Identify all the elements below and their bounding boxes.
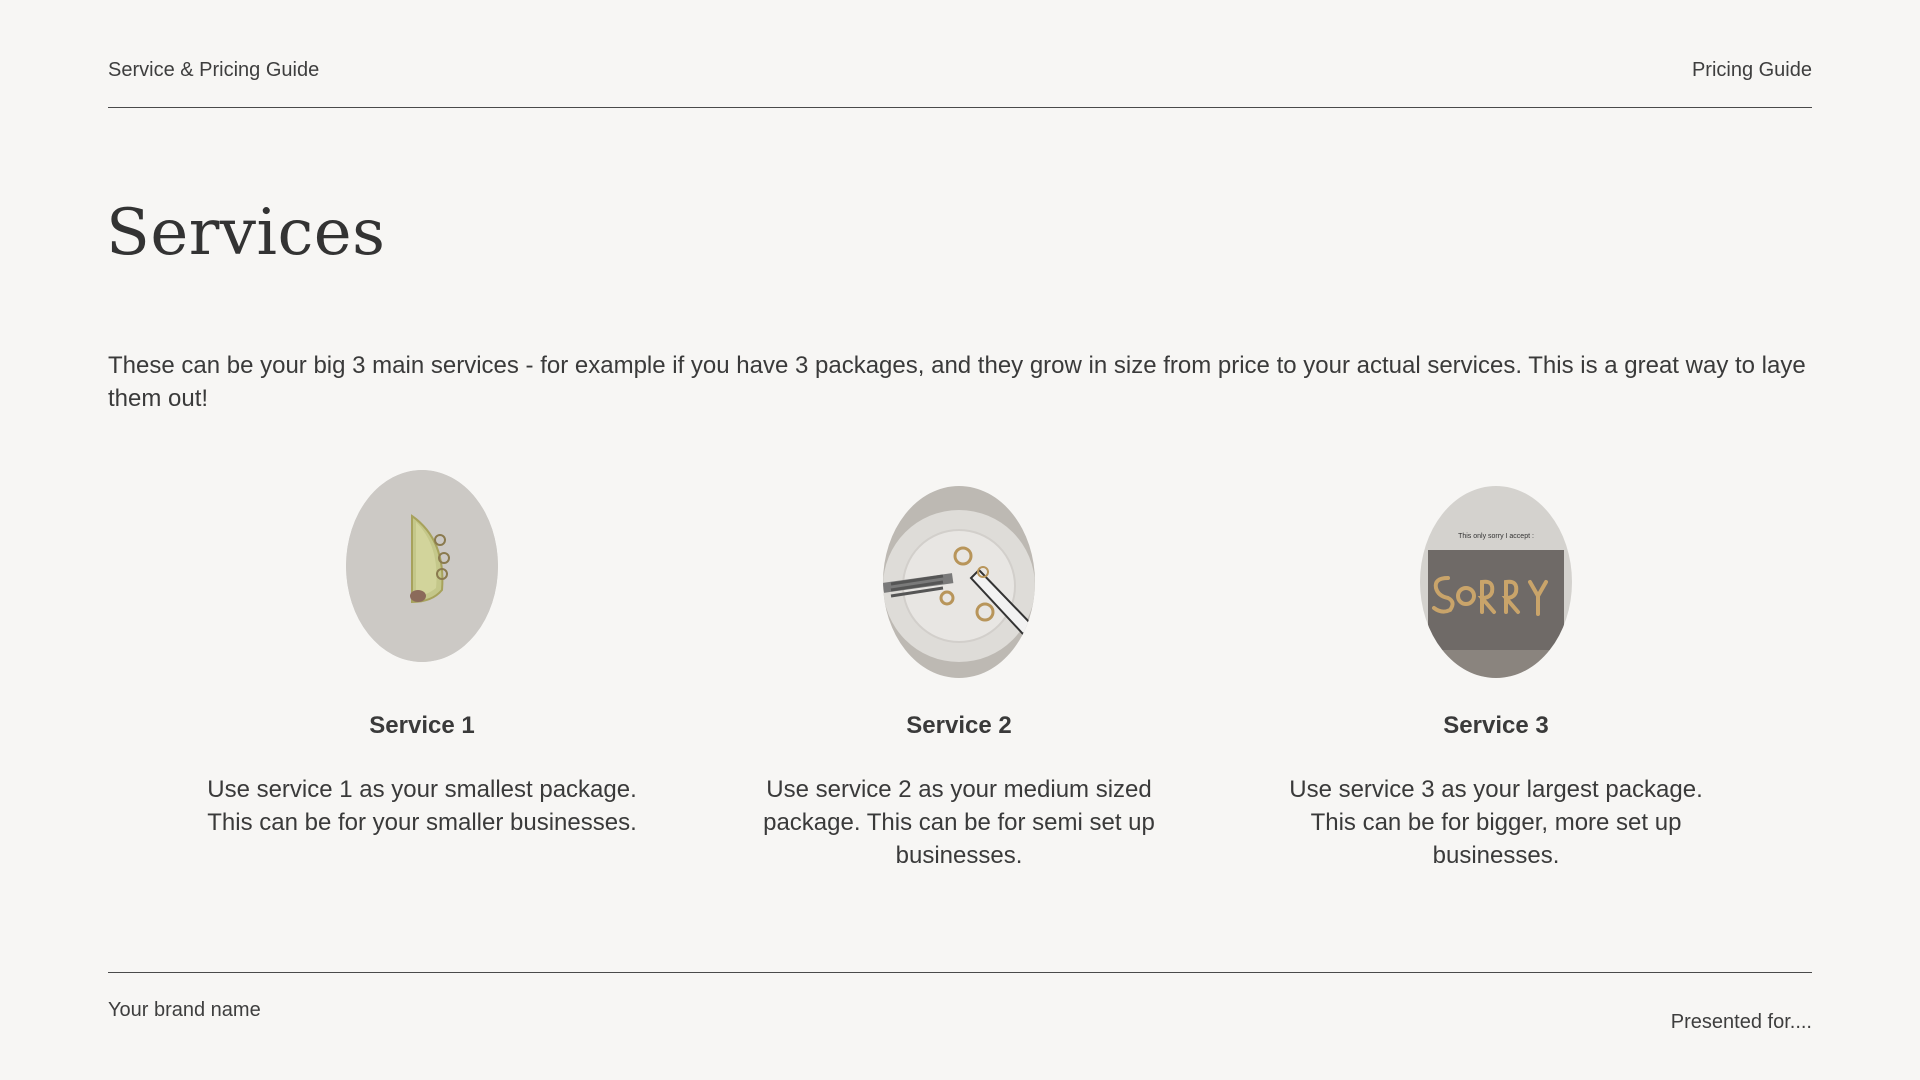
page-title: Services xyxy=(106,196,386,270)
service-name: Service 2 xyxy=(906,712,1012,739)
service-description: Use service 2 as your medium sized package. This can be for semi set up businesses. xyxy=(763,776,1155,869)
photo-caption: This only sorry I accept : xyxy=(1458,533,1534,540)
header-title: Service & Pricing Guide xyxy=(108,59,320,81)
service-name: Service 3 xyxy=(1443,712,1549,739)
service-card-3 xyxy=(1266,470,1726,869)
rings-on-plate-photo xyxy=(883,486,1035,678)
service-card-2 xyxy=(729,470,1189,869)
service-description: Use service 1 as your smallest package. This can be for your smaller businesses. xyxy=(207,776,637,836)
header-divider xyxy=(108,107,1812,108)
footer-divider xyxy=(108,972,1812,973)
service-description: Use service 3 as your largest package. This can be for bigger, more set up businesses. xyxy=(1289,776,1703,869)
header-subtitle: Pricing Guide xyxy=(1691,59,1812,81)
footer-brand: Your brand name xyxy=(108,999,261,1021)
intro-paragraph: These can be your big 3 main services - for example if you have 3 packages, and they grow in size from price to your actual services. This is a great way to laye them out! xyxy=(108,352,1806,412)
footer-presented-for: Presented for.... xyxy=(1670,1011,1812,1033)
sorry-chain-letters-photo xyxy=(1420,486,1572,678)
service-card-1 xyxy=(192,470,652,836)
lime-slice-jewelry-photo xyxy=(346,470,498,662)
service-name: Service 1 xyxy=(369,712,475,739)
